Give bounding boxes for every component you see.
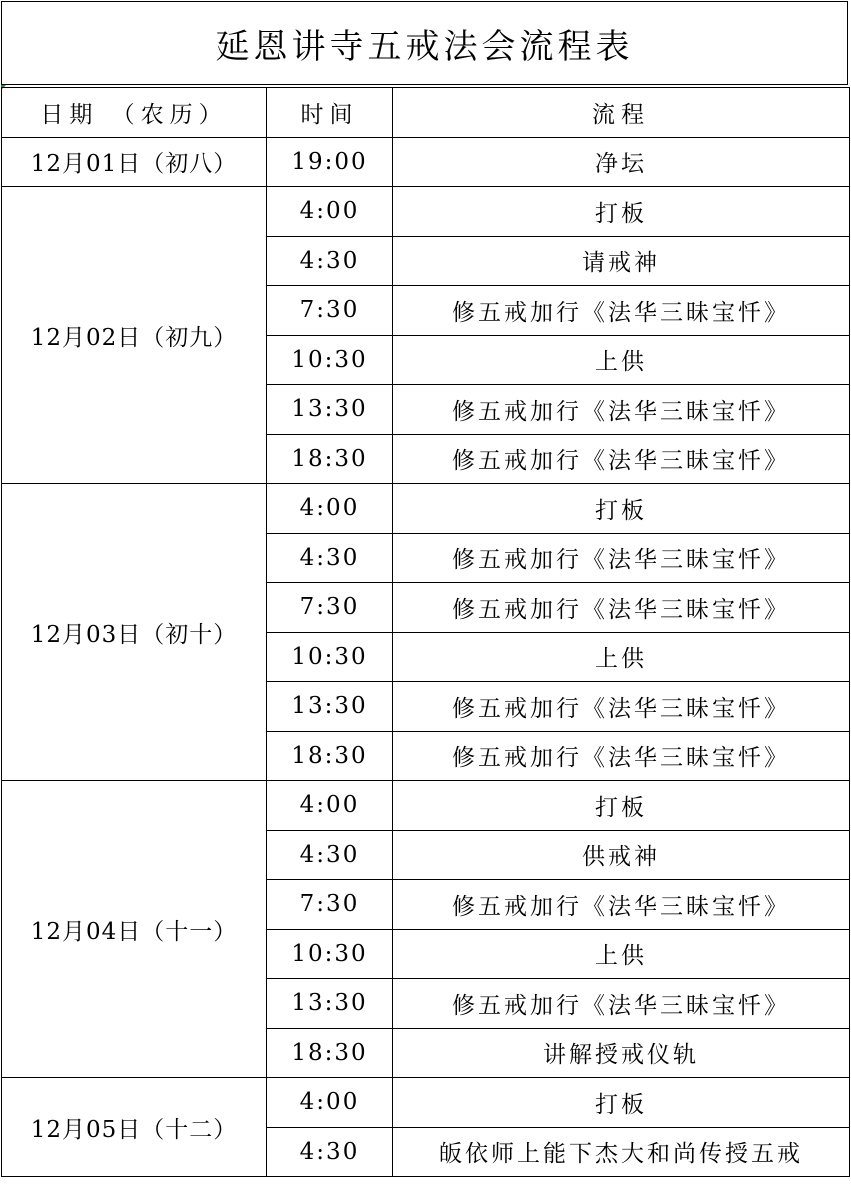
procedure-cell: 打板 (393, 187, 850, 237)
time-cell: 7:30 (267, 286, 393, 336)
schedule-table (1, 87, 850, 1177)
time-cell: 4:00 (267, 1078, 393, 1128)
time-cell: 18:30 (267, 731, 393, 781)
time-cell: 13:30 (267, 385, 393, 435)
header-time: 时间 (267, 88, 393, 138)
page-title: 延恩讲寺五戒法会流程表 (1, 1, 848, 85)
procedure-cell: 修五戒加行《法华三昧宝忏》 (393, 434, 850, 484)
procedure-cell: 修五戒加行《法华三昧宝忏》 (393, 979, 850, 1029)
table-row (2, 781, 850, 831)
time-cell: 4:00 (267, 187, 393, 237)
procedure-cell: 上供 (393, 632, 850, 682)
procedure-cell: 供戒神 (393, 830, 850, 880)
time-cell: 4:00 (267, 781, 393, 831)
procedure-cell: 修五戒加行《法华三昧宝忏》 (393, 731, 850, 781)
time-cell: 4:30 (267, 236, 393, 286)
header-row (2, 88, 850, 138)
procedure-cell: 净坛 (393, 137, 850, 187)
procedure-cell: 打板 (393, 781, 850, 831)
time-cell: 4:30 (267, 830, 393, 880)
time-cell: 7:30 (267, 583, 393, 633)
time-cell: 4:00 (267, 484, 393, 534)
date-cell: 12月04日（十一） (2, 781, 267, 1078)
procedure-cell: 修五戒加行《法华三昧宝忏》 (393, 286, 850, 336)
time-cell: 13:30 (267, 979, 393, 1029)
table-row (2, 187, 850, 237)
time-cell: 4:30 (267, 1127, 393, 1177)
header-procedure: 流程 (393, 88, 850, 138)
procedure-cell: 讲解授戒仪轨 (393, 1028, 850, 1078)
time-cell: 4:30 (267, 533, 393, 583)
date-cell: 12月05日（十二） (2, 1078, 267, 1177)
table-row (2, 137, 850, 187)
procedure-cell: 修五戒加行《法华三昧宝忏》 (393, 880, 850, 930)
header-date: 日期 （农历） (2, 88, 267, 138)
time-cell: 18:30 (267, 434, 393, 484)
procedure-cell: 打板 (393, 1078, 850, 1128)
procedure-cell: 修五戒加行《法华三昧宝忏》 (393, 385, 850, 435)
procedure-cell: 上供 (393, 929, 850, 979)
schedule-body (2, 137, 850, 1177)
procedure-cell: 打板 (393, 484, 850, 534)
procedure-cell: 修五戒加行《法华三昧宝忏》 (393, 583, 850, 633)
time-cell: 18:30 (267, 1028, 393, 1078)
date-cell: 12月01日（初八） (2, 137, 267, 187)
procedure-cell: 皈依师上能下杰大和尚传授五戒 (393, 1127, 850, 1177)
time-cell: 10:30 (267, 632, 393, 682)
procedure-cell: 修五戒加行《法华三昧宝忏》 (393, 682, 850, 732)
time-cell: 10:30 (267, 335, 393, 385)
time-cell: 10:30 (267, 929, 393, 979)
table-row (2, 484, 850, 534)
procedure-cell: 请戒神 (393, 236, 850, 286)
time-cell: 7:30 (267, 880, 393, 930)
time-cell: 13:30 (267, 682, 393, 732)
procedure-cell: 上供 (393, 335, 850, 385)
time-cell: 19:00 (267, 137, 393, 187)
procedure-cell: 修五戒加行《法华三昧宝忏》 (393, 533, 850, 583)
date-cell: 12月02日（初九） (2, 187, 267, 484)
table-row (2, 1078, 850, 1128)
date-cell: 12月03日（初十） (2, 484, 267, 781)
